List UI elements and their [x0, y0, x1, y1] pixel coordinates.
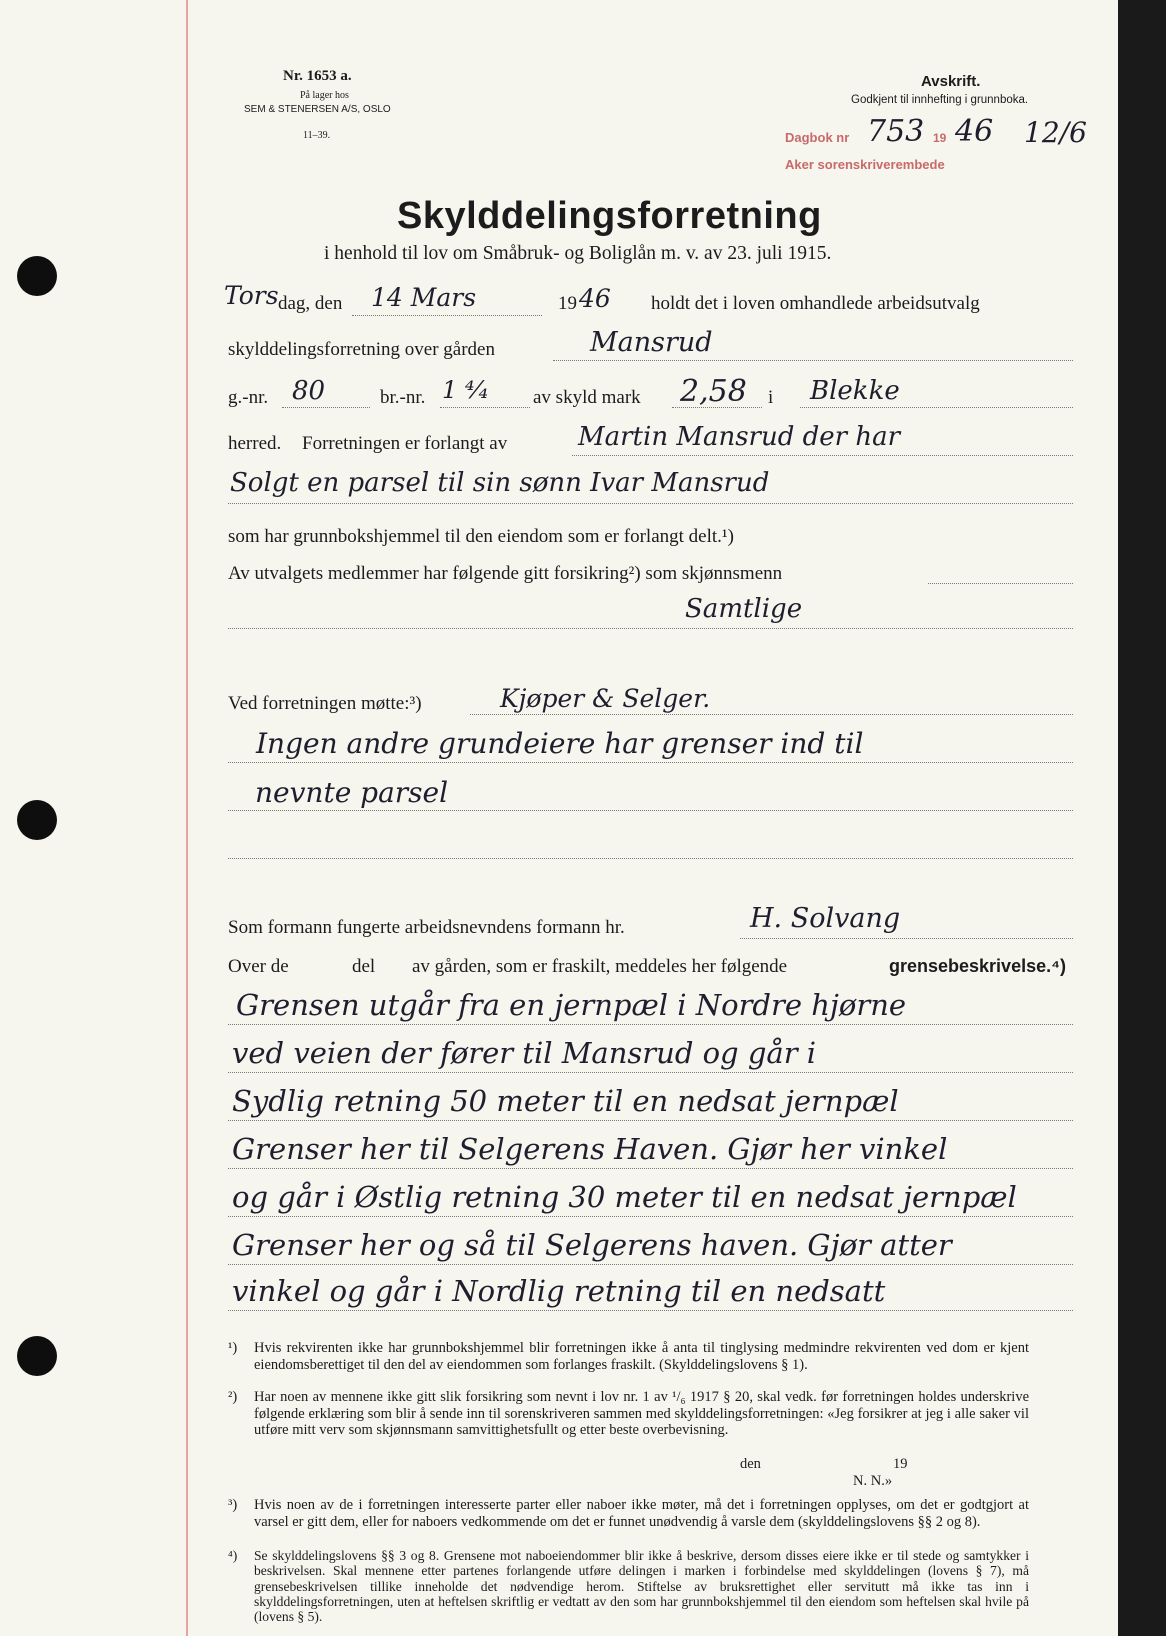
- day-label: dag, den: [278, 293, 343, 314]
- members-value: Samtlige: [685, 594, 803, 624]
- over-label: Over de: [228, 956, 289, 977]
- footnote-2-signature: N. N.»: [853, 1473, 893, 1489]
- bnr-value: 1 ⁴⁄₄: [442, 376, 489, 404]
- publisher-line-2: SEM & STENERSEN A/S, OSLO: [244, 104, 391, 115]
- approved-text: Godkjent til innhefting i grunnboka.: [851, 94, 1029, 106]
- footnote-2-den: den: [740, 1456, 761, 1472]
- attended-line-4: [228, 858, 1073, 859]
- over-text: av gården, som er fraskilt, meddeles her følgende: [412, 956, 788, 977]
- gnr-value: 80: [292, 376, 326, 406]
- boundary-line: Grenser her og så til Selgerens haven. Gjør atter: [232, 1228, 952, 1262]
- footnote-number: ²): [228, 1389, 238, 1405]
- attended-value: Kjøper & Selger.: [500, 684, 711, 713]
- attended-line: [470, 714, 1073, 715]
- date-line: [352, 315, 542, 316]
- boundary-rule: [228, 1216, 1073, 1217]
- chairman-line: [740, 938, 1073, 939]
- farm-value: Mansrud: [590, 327, 713, 358]
- in-label: i: [768, 387, 774, 408]
- boundary-line: vinkel og går i Nordlig retning til en nedsatt: [232, 1274, 886, 1308]
- herred-line: [800, 407, 1073, 408]
- stamp-office: Aker sorenskriverembede: [785, 157, 945, 172]
- year-label: 19: [558, 293, 577, 314]
- punch-hole: [17, 1336, 57, 1376]
- attended-3: nevnte parsel: [255, 776, 449, 809]
- footnote-number: ³): [228, 1497, 238, 1513]
- stamp-dagbok-label: Dagbok nr: [785, 130, 850, 145]
- day-prefix: Tors: [224, 281, 279, 310]
- farm-line: [553, 360, 1073, 361]
- members-line-2: [228, 628, 1073, 629]
- footnote-text: Hvis noen av de i forretningen interesserte parter eller naboer ikke møter, må det i forretningen opplyses, om det er godtgjort at varsel er gitt dem, eller for naboers vedkommende om det er funnet unødvendig å varsle dem (skylddelingslovens §§ 2 og 8).: [254, 1497, 1029, 1530]
- del-label: del: [352, 956, 376, 977]
- bnr-line: [440, 407, 530, 408]
- footnote-text: Se skylddelingslovens §§ 3 og 8. Grensene mot naboeiendommer blir ikke å beskrive, dersom disses eiere ikke er til stede og samtykker i beskrivelsen. Skal mennene etter partenes forlangende utføre delingen i marken i forbindelse med skylddelingen (lovens § 7), må grensebeskrivelsen tillike inneholde det nødvendige herom. Stiftelse av bruksrettighet eller servitutt må ikke tas inn i skylddelingsforretningen, uten at heftelsen skriftlig er vedtatt av den som har grunnbokshjemmel til den eiendom som heftelsen skal hvile på (lovens § 5).: [254, 1548, 1029, 1625]
- boundary-line: ved veien der fører til Mansrud og går i: [232, 1036, 817, 1070]
- line1-text: holdt det i loven omhandlede arbeidsutvalg: [651, 293, 980, 314]
- herred-label: herred.: [228, 433, 282, 454]
- form-number: Nr. 1653 a.: [283, 68, 352, 84]
- footnote-number: ¹): [228, 1340, 238, 1356]
- boundary-rule: [228, 1120, 1073, 1121]
- attended-label: Ved forretningen møtte:³): [228, 693, 422, 714]
- page-title: Skylddelingsforretning: [397, 195, 822, 237]
- members-line: [928, 583, 1073, 584]
- boundary-line: Grenser her til Selgerens Haven. Gjør her vinkel: [232, 1132, 948, 1166]
- requested-by-2: Solgt en parsel til sin sønn Ivar Mansrud: [230, 468, 770, 498]
- attended-2: Ingen andre grundeiere har grenser ind til: [256, 727, 864, 760]
- footnote-text: Har noen av mennene ikke gitt slik forsikring som nevnt i lov nr. 1 av ¹/₆ 1917 § 20, skal vedk. før forretningen holdes underskrive følgende erklæring som blir å sende inn til sorenskriveren sammen med skylddelingsforretningen: «Jeg forsikrer at jeg i alle saker vil utføre mitt verv som skjønnsmann samvittighetsfullt og etter beste overbevisning.: [254, 1389, 1029, 1439]
- boundary-rule: [228, 1168, 1073, 1169]
- boundary-rule: [228, 1310, 1073, 1311]
- stamp-date: 12/6: [1024, 116, 1087, 149]
- gnr-label: g.-nr.: [228, 387, 269, 408]
- margin-line: [186, 0, 188, 1636]
- attended-line-3: [228, 810, 1073, 811]
- date-value: 14 Mars: [371, 283, 477, 312]
- grunnbok-text: som har grunnbokshjemmel til den eiendom som er forlangt delt.¹): [228, 526, 734, 547]
- page-subtitle: i henhold til lov om Småbruk- og Boliglån m. v. av 23. juli 1915.: [324, 243, 832, 264]
- bnr-label: br.-nr.: [380, 387, 426, 408]
- boundary-rule: [228, 1024, 1073, 1025]
- punch-hole: [17, 256, 57, 296]
- boundary-line: Grensen utgår fra en jernpæl i Nordre hjørne: [236, 988, 907, 1022]
- members-text: Av utvalgets medlemmer har følgende gitt forsikring²) som skjønnsmenn: [228, 563, 783, 584]
- boundary-rule: [228, 1264, 1073, 1265]
- requested-line-2: [228, 503, 1073, 504]
- boundary-label: grensebeskrivelse.⁴): [889, 956, 1067, 976]
- requested-line: [572, 455, 1073, 456]
- skyld-value: 2,58: [680, 374, 747, 409]
- footnote-number: ⁴): [228, 1548, 238, 1563]
- gnr-line: [282, 407, 370, 408]
- skyld-label: av skyld mark: [533, 387, 641, 408]
- publisher-line-1: På lager hos: [300, 90, 349, 101]
- boundary-rule: [228, 1072, 1073, 1073]
- farm-label: skylddelingsforretning over gården: [228, 339, 495, 360]
- chairman-label: Som formann fungerte arbeidsnevndens formann hr.: [228, 917, 625, 938]
- stamp-year-prefix: 19: [933, 131, 947, 145]
- punch-hole: [17, 800, 57, 840]
- year-value: 46: [579, 284, 611, 313]
- requested-label: Forretningen er forlangt av: [302, 433, 508, 454]
- boundary-line: Sydlig retning 50 meter til en nedsat jernpæl: [232, 1084, 899, 1118]
- attended-line-2: [228, 762, 1073, 763]
- copy-label: Avskrift.: [921, 73, 981, 90]
- footnote-text: Hvis rekvirenten ikke har grunnbokshjemmel blir forretningen ikke å anta til tinglysing medmindre rekvirenten ved dom er kjent eiendomsberettiget til den del av eiendommen som forlanges fraskilt. (Skylddelingslovens § 1).: [254, 1340, 1029, 1373]
- stamp-dagbok-number: 753: [867, 114, 925, 149]
- requested-by: Martin Mansrud der har: [578, 422, 901, 452]
- herred-value: Blekke: [810, 376, 900, 406]
- chairman-value: H. Solvang: [750, 903, 901, 934]
- boundary-line: og går i Østlig retning 30 meter til en nedsat jernpæl: [232, 1180, 1017, 1214]
- stamp-year: 46: [955, 114, 994, 149]
- footnote-2-year: 19: [893, 1456, 908, 1472]
- print-date: 11–39.: [303, 130, 331, 141]
